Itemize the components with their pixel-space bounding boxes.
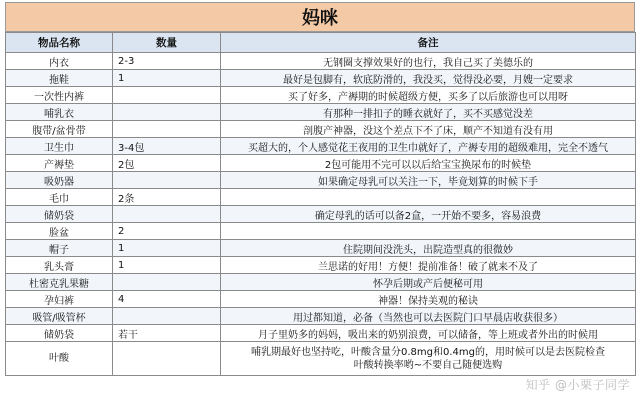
table-row <box>6 138 636 155</box>
header-item-name: 物品名称 <box>6 33 113 53</box>
supply-table <box>5 32 636 376</box>
quantity-cell: 2 <box>113 223 221 240</box>
item-name-cell: 储奶袋 <box>6 206 113 223</box>
note-cell <box>221 342 636 376</box>
note-cell: 如果确定母乳可以关注一下，毕竟划算的时候下手 <box>221 172 636 189</box>
item-name-cell: 卫生巾 <box>6 138 113 155</box>
table-row <box>6 104 636 121</box>
note-cell: 无钢圈支撑效果好的也行，我自己买了美德乐的 <box>221 53 636 70</box>
table-row <box>6 70 636 87</box>
quantity-cell: 1 <box>113 257 221 274</box>
note-cell: 用过都知道，必备（当然也可以去医院门口早晨店收获很多） <box>221 308 636 325</box>
table-row <box>6 325 636 342</box>
table-row <box>6 206 636 223</box>
quantity-cell: 1 <box>113 240 221 257</box>
quantity-cell: 2条 <box>113 189 221 206</box>
note-cell: 2包可能用不完可以以后给宝宝换尿布的时候垫 <box>221 155 636 172</box>
item-name-cell: 乳头膏 <box>6 257 113 274</box>
table-row <box>6 121 636 138</box>
quantity-cell: 若干 <box>113 325 221 342</box>
note-cell: 月子里奶多的妈妈，吸出来的奶别浪费，可以储备，等上班或者外出的时候用 <box>221 325 636 342</box>
item-name-cell: 脸盆 <box>6 223 113 240</box>
item-name-cell: 吸管/吸管杯 <box>6 308 113 325</box>
note-cell: 买超大的，个人感觉花王夜用的卫生巾就好了，产褥专用的超级难用，完全不透气 <box>221 138 636 155</box>
note-cell: 怀孕后期或产后便秘可用 <box>221 274 636 291</box>
note-cell: 买了好多，产褥期的时候超级方便，买多了以后旅游也可以用呀 <box>221 87 636 104</box>
item-name-cell: 一次性内裤 <box>6 87 113 104</box>
quantity-cell <box>113 172 221 189</box>
item-name-cell: 帽子 <box>6 240 113 257</box>
item-name-cell: 拖鞋 <box>6 70 113 87</box>
quantity-cell <box>113 87 221 104</box>
table-row <box>6 308 636 325</box>
sheet-title: 妈咪 <box>5 2 635 32</box>
quantity-cell: 1 <box>113 70 221 87</box>
quantity-cell <box>113 274 221 291</box>
item-name-cell: 内衣 <box>6 53 113 70</box>
table-row <box>6 274 636 291</box>
quantity-cell <box>113 342 221 376</box>
note-cell <box>221 223 636 240</box>
watermark: 知乎 @小栗子同学 <box>525 378 630 392</box>
table-row <box>6 240 636 257</box>
header-notes: 备注 <box>221 33 636 53</box>
quantity-cell <box>113 308 221 325</box>
note-line-2: 叶酸转换率哟~不要自己随便选购 <box>353 359 503 371</box>
quantity-cell <box>113 206 221 223</box>
quantity-cell: 3-4包 <box>113 138 221 155</box>
item-name-cell: 产褥垫 <box>6 155 113 172</box>
item-name-cell: 储奶袋 <box>6 325 113 342</box>
table-row <box>6 291 636 308</box>
note-cell: 剖腹产神器，没这个差点下不了床，顺产不知道有没有用 <box>221 121 636 138</box>
note-cell: 确定母乳的话可以备2盒，一开始不要多，容易浪费 <box>221 206 636 223</box>
item-name-cell: 杜密克乳果糖 <box>6 274 113 291</box>
quantity-cell: 2包 <box>113 155 221 172</box>
table-row <box>6 189 636 206</box>
quantity-cell: 2-3 <box>113 53 221 70</box>
note-cell: 神器！保持美观的秘诀 <box>221 291 636 308</box>
note-line-1: 哺乳期最好也坚持吃，叶酸含量分0.8mg和0.4mg的，用时候可以是去医院检查 <box>251 346 605 358</box>
note-cell <box>221 189 636 206</box>
table-row <box>6 257 636 274</box>
item-name-cell: 吸奶器 <box>6 172 113 189</box>
item-name-cell: 叶酸 <box>6 342 113 376</box>
table-row <box>6 172 636 189</box>
item-name-cell: 孕妇裤 <box>6 291 113 308</box>
table-row <box>6 223 636 240</box>
quantity-cell: 4 <box>113 291 221 308</box>
item-name-cell: 哺乳衣 <box>6 104 113 121</box>
quantity-cell <box>113 104 221 121</box>
table-row <box>6 155 636 172</box>
note-cell: 有那种一排扣子的睡衣就好了，买不买感觉没差 <box>221 104 636 121</box>
quantity-cell <box>113 121 221 138</box>
table-row-last <box>6 342 636 376</box>
table-row <box>6 87 636 104</box>
note-cell: 兰思诺的好用！方便！提前准备！破了就来不及了 <box>221 257 636 274</box>
header-row <box>6 33 636 53</box>
item-name-cell: 腹带/盆骨带 <box>6 121 113 138</box>
note-cell: 住院期间没洗头，出院造型真的很微妙 <box>221 240 636 257</box>
note-cell: 最好是包脚有，软底防滑的，我没买，觉得没必要，月嫂一定要求 <box>221 70 636 87</box>
item-name-cell: 毛巾 <box>6 189 113 206</box>
header-quantity: 数量 <box>113 33 221 53</box>
table-row <box>6 53 636 70</box>
